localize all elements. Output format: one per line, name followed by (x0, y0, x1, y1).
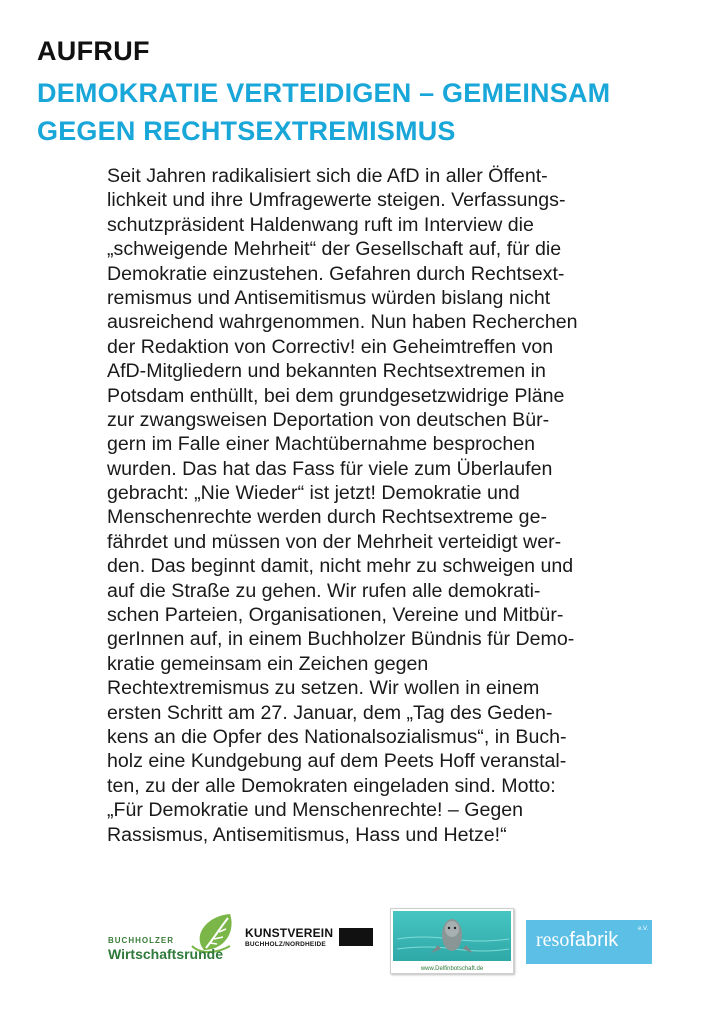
body-line: remismus und Antisemitismus würden bislang nicht (107, 286, 551, 309)
body-line: Demokratie einzustehen. Gefahren durch Rechtsext- (107, 262, 565, 285)
body-line: Seit Jahren radikalisiert sich die AfD in aller Öffent- (107, 165, 548, 187)
body-line: „Für Demokratie und Menschenrechte! – Gegen (107, 799, 524, 822)
resofabrik-wordmark (536, 929, 618, 952)
kunstverein-title: KUNSTVEREIN (245, 926, 334, 940)
headline-line-2: GEGEN RECHTSEXTREMISMUS (37, 116, 456, 146)
body-line: ten, zu der alle Demokraten eingeladen sind. Motto: (107, 774, 556, 797)
body-line: Menschenrechte werden durch Rechtsextreme ge- (107, 506, 547, 529)
body-line: gebracht: „Nie Wieder“ ist jetzt! Demokratie und (107, 482, 520, 505)
body-line: Potsdam enthüllt, bei dem grundgesetzwidrige Pläne (107, 384, 565, 407)
kunstverein-block (339, 928, 373, 946)
body-line: „schweigende Mehrheit“ der Gesellschaft auf, für die (107, 238, 562, 261)
wirtschaftsrunde-big-text: Wirtschaftsrunde (108, 946, 224, 962)
headline-line-1: DEMOKRATIE VERTEIDIGEN – GEMEINSAM (37, 78, 611, 108)
body-line: holz eine Kundgebung auf dem Peets Hoff veranstal- (107, 750, 567, 773)
body-line: lichkeit und ihre Umfragewerte steigen. Verfassungs- (107, 189, 566, 212)
resofabrik-fabrik: fabrik (569, 929, 619, 951)
resofabrik-reso: reso (536, 929, 570, 951)
dolphin-photo-icon (391, 909, 513, 963)
resofabrik-logo (526, 920, 652, 964)
appeal-body (107, 164, 647, 847)
body-line: ersten Schritt am 27. Januar, dem „Tag des Geden- (107, 701, 553, 724)
delfinbotschaft-url: www.Delfinbotschaft.de (420, 966, 484, 972)
body-line: Rassismus, Antisemitismus, Hass und Hetze!“ (107, 823, 507, 846)
body-line: schen Parteien, Organisationen, Vereine und Mitbür- (107, 604, 564, 627)
body-line: den. Das beginnt damit, nicht mehr zu schweigen und (107, 555, 574, 578)
resofabrik-ev: e.V. (638, 926, 649, 932)
header (37, 34, 687, 150)
body-line: auf die Straße zu gehen. Wir rufen alle demokrati- (107, 579, 541, 602)
body-line: schutzpräsident Haldenwang ruft im Interview die (107, 213, 534, 236)
body-line: kens an die Opfer des Nationalsozialismus“, in Buch- (107, 725, 567, 748)
body-line: wurden. Das hat das Fass für viele zum Überlaufen (107, 457, 553, 480)
sponsor-logos (0, 904, 714, 984)
kunstverein-subtitle: BUCHHOLZ/NORDHEIDE (245, 941, 326, 948)
body-line: ausreichend wahrgenommen. Nun haben Recherchen (107, 311, 578, 334)
wirtschaftsrunde-small-text: BUCHHOLZER (108, 936, 174, 945)
headline (37, 74, 687, 150)
body-line: Rechtextremismus zu setzen. Wir wollen in einem (107, 677, 540, 700)
wirtschaftsrunde-logo (108, 910, 240, 972)
body-line: gerInnen auf, in einem Buchholzer Bündnis für Demo- (107, 628, 575, 651)
body-line: gern im Falle einer Machtübernahme besprochen (107, 433, 536, 456)
kicker-title: AUFRUF (37, 36, 150, 66)
body-line: zur zwangsweisen Deportation von deutschen Bür- (107, 408, 550, 431)
body-line: AfD-Mitgliedern und bekannten Rechtsextremen in (107, 360, 546, 383)
body-line: fährdet und müssen von der Mehrheit verteidigt wer- (107, 530, 562, 553)
body-line: der Redaktion von Correctiv! ein Geheimtreffen von (107, 335, 554, 358)
kunstverein-logo (245, 926, 377, 960)
delfinbotschaft-logo (390, 908, 514, 974)
body-line: kratie gemeinsam ein Zeichen gegen (107, 652, 429, 675)
